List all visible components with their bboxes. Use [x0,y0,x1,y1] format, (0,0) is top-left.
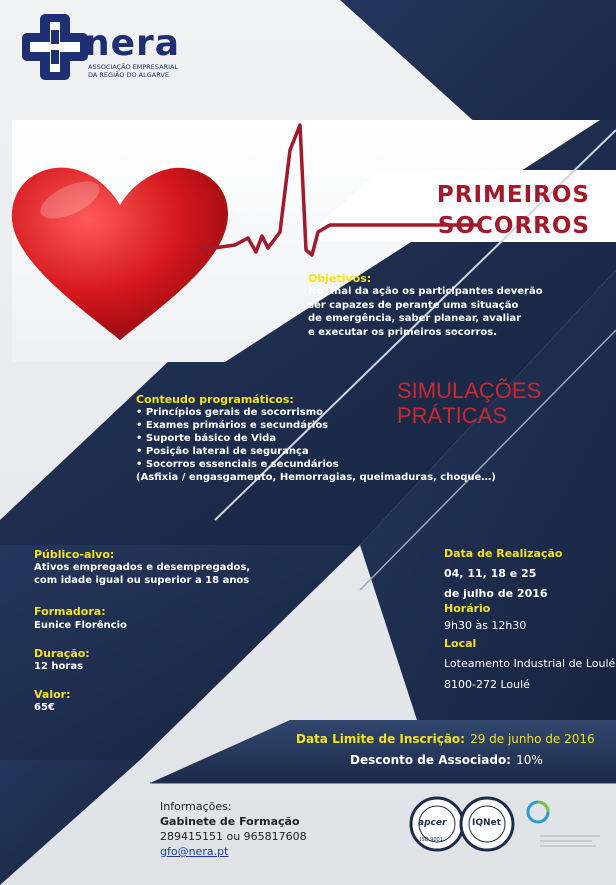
inscricao-value: 29 de junho de 2016 [470,732,595,746]
list-item: • Suporte básico de Vida [136,433,277,444]
iqnet-label: IQNet [472,818,501,828]
formadora-heading: Formadora: [34,605,106,618]
info-email-link[interactable]: gfo@nera.pt [160,845,229,858]
logo-name: nera [84,23,181,64]
publico-heading: Público-alvo: [34,548,115,561]
logo-subtitle-line1: ASSOCIAÇÃO EMPRESARIAL [88,63,179,71]
publico-line2: com idade igual ou superior a 18 anos [34,575,250,586]
objetivos-line: ser capazes de perante uma situação [308,299,519,311]
objetivos-line: No final da ação os participantes deverão [308,286,543,297]
title-line1: PRIMEIROS [436,182,590,208]
list-item: • Princípios gerais de socorrismo [136,407,323,418]
logo-subtitle-line2: DA REGIÃO DO ALGARVE [88,71,169,80]
list-item: • Exames primários e secundários [136,420,329,431]
data-realizacao-line2: de julho de 2016 [444,587,548,600]
data-realizacao-heading: Data de Realização [444,547,563,560]
details-right [444,547,615,691]
info-phones: 289415151 ou 965817608 [160,830,307,843]
data-realizacao-line1: 04, 11, 18 e 25 [444,567,537,580]
details-left [34,548,294,713]
list-item: • Socorros essenciais e secundários [136,459,339,470]
info-heading: Informações: [160,800,232,813]
horario-value: 9h30 às 12h30 [444,619,527,632]
formadora-value: Eunice Florêncio [34,620,127,631]
inscricao-label: Data Limite de Inscrição: [296,732,465,746]
page-title [437,180,590,242]
desconto [350,749,543,768]
inscricao-deadline [296,728,595,747]
info-office: Gabinete de Formação [160,815,300,828]
objetivos-heading: Objetivos: [308,272,372,285]
bottom-wedge [0,760,140,885]
conteudo-section [136,393,496,484]
certified-quality-icon [528,802,600,847]
duracao-value: 12 horas [34,661,84,672]
horario-heading: Horário [444,602,491,615]
desconto-value: 10% [516,753,543,767]
list-item: (Asfixia / engasgamento, Hemorragias, queimaduras, choque…) [136,472,496,483]
list-item: • Posição lateral de segurança [136,446,309,457]
local-line2: 8100-272 Loulé [444,678,530,691]
local-heading: Local [444,637,477,650]
simulacoes-line1: SIMULAÇÕES [397,378,542,403]
objetivos-section [308,272,543,339]
nera-logo-icon [22,14,88,80]
title-line2: SOCORROS [437,213,590,240]
conteudo-heading: Conteudo programáticos: [136,393,294,406]
valor-value: 65€ [34,702,55,713]
publico-line1: Ativos empregados e desempregados, [34,562,251,573]
valor-heading: Valor: [34,688,71,701]
simulacoes-line2: PRÁTICAS [397,403,508,429]
conteudo-list [136,406,496,484]
publico-text [34,561,294,587]
objetivos-text [308,285,543,339]
info-footer [160,799,307,859]
apcer-label: apcer [418,818,447,828]
duracao-heading: Duração: [34,647,90,660]
objetivos-line: de emergência, saber planear, avaliar [308,313,522,324]
desconto-label: Desconto de Associado: [350,753,511,767]
logo-subtitle [88,63,218,79]
iso-label: ISO 9001 [420,837,443,843]
objetivos-line: e executar os primeiros socorros. [308,326,498,338]
local-line1: Loteamento Industrial de Loulé [444,657,616,670]
